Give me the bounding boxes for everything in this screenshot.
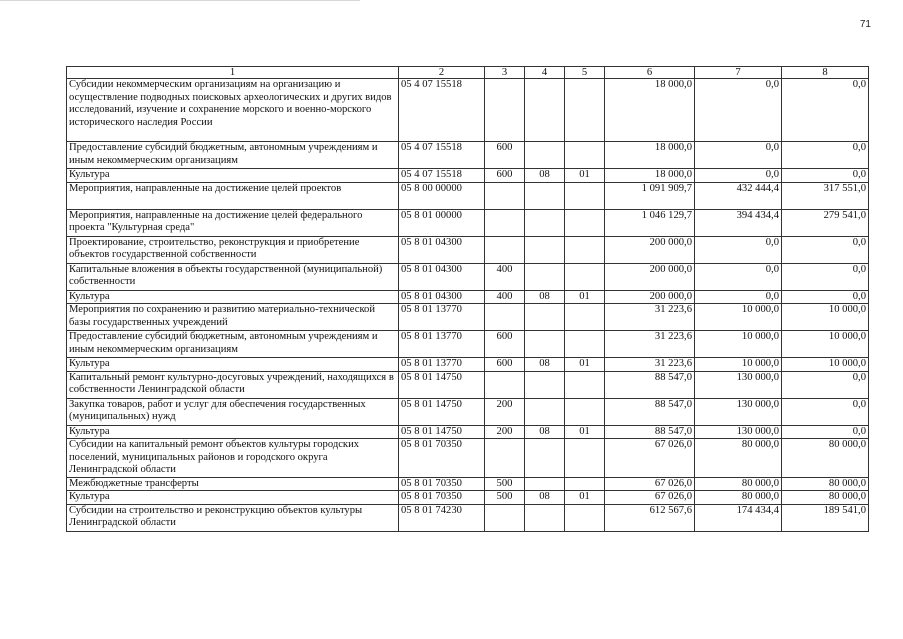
table-row	[67, 491, 869, 505]
table-row	[67, 371, 869, 398]
row-vr-cell	[485, 304, 525, 331]
table-row	[67, 142, 869, 169]
row-pr-cell	[565, 79, 605, 142]
row-value-2023-cell: 31 223,6	[605, 358, 695, 372]
row-vr-cell: 500	[485, 491, 525, 505]
row-value-2024-cell: 10 000,0	[695, 304, 782, 331]
row-pr-cell	[565, 263, 605, 290]
table-row	[67, 504, 869, 531]
row-code-cell: 05 8 01 14750	[399, 371, 485, 398]
row-rz-cell	[525, 182, 565, 209]
row-rz-cell: 08	[525, 290, 565, 304]
row-code-cell: 05 8 01 04300	[399, 263, 485, 290]
table-row	[67, 425, 869, 439]
row-pr-cell: 01	[565, 169, 605, 183]
row-name-cell: Культура	[67, 425, 399, 439]
row-rz-cell: 08	[525, 425, 565, 439]
row-code-cell: 05 8 01 13770	[399, 304, 485, 331]
row-value-2025-cell: 80 000,0	[782, 491, 869, 505]
row-value-2025-cell: 10 000,0	[782, 331, 869, 358]
row-value-2025-cell: 80 000,0	[782, 477, 869, 491]
row-code-cell: 05 8 01 70350	[399, 491, 485, 505]
row-value-2024-cell: 0,0	[695, 79, 782, 142]
table-body	[67, 79, 869, 532]
header-col-1: 1	[67, 67, 399, 79]
row-value-2025-cell: 0,0	[782, 290, 869, 304]
row-value-2025-cell: 0,0	[782, 169, 869, 183]
row-name-cell: Предоставление субсидий бюджетным, автономным учреждениям и иным некоммерческим организациям	[67, 142, 399, 169]
row-rz-cell	[525, 209, 565, 236]
row-pr-cell	[565, 504, 605, 531]
row-name-cell: Субсидии некоммерческим организациям на организацию и осуществление подводных поисковых археологических и других видов исследований, изучение и сохранение морского и военно-морского исторического наследия России	[67, 79, 399, 142]
row-value-2023-cell: 18 000,0	[605, 169, 695, 183]
header-row	[67, 67, 869, 79]
row-pr-cell	[565, 209, 605, 236]
row-name-cell: Мероприятия по сохранению и развитию материально-технической базы государственных учреждений	[67, 304, 399, 331]
row-vr-cell: 600	[485, 331, 525, 358]
row-value-2025-cell: 0,0	[782, 79, 869, 142]
row-name-cell: Проектирование, строительство, реконструкция и приобретение объектов государственной собственности	[67, 236, 399, 263]
header-col-5: 5	[565, 67, 605, 79]
row-code-cell: 05 8 01 14750	[399, 398, 485, 425]
row-rz-cell	[525, 79, 565, 142]
row-value-2025-cell: 0,0	[782, 236, 869, 263]
row-value-2025-cell: 189 541,0	[782, 504, 869, 531]
row-value-2023-cell: 18 000,0	[605, 79, 695, 142]
row-code-cell: 05 8 01 04300	[399, 290, 485, 304]
row-pr-cell	[565, 477, 605, 491]
row-value-2023-cell: 31 223,6	[605, 304, 695, 331]
row-vr-cell	[485, 236, 525, 263]
row-name-cell: Мероприятия, направленные на достижение целей проектов	[67, 182, 399, 209]
row-name-cell: Межбюджетные трансферты	[67, 477, 399, 491]
row-value-2023-cell: 31 223,6	[605, 331, 695, 358]
row-pr-cell	[565, 398, 605, 425]
table-row	[67, 263, 869, 290]
row-value-2024-cell: 80 000,0	[695, 491, 782, 505]
table-row	[67, 477, 869, 491]
row-vr-cell	[485, 209, 525, 236]
row-value-2024-cell: 130 000,0	[695, 398, 782, 425]
table-row	[67, 358, 869, 372]
row-vr-cell	[485, 182, 525, 209]
row-rz-cell	[525, 304, 565, 331]
row-rz-cell	[525, 331, 565, 358]
row-value-2025-cell: 80 000,0	[782, 439, 869, 478]
row-rz-cell	[525, 398, 565, 425]
row-vr-cell: 500	[485, 477, 525, 491]
row-rz-cell	[525, 371, 565, 398]
row-pr-cell	[565, 371, 605, 398]
header-col-6: 6	[605, 67, 695, 79]
header-col-2: 2	[399, 67, 485, 79]
row-value-2023-cell: 1 046 129,7	[605, 209, 695, 236]
row-name-cell: Культура	[67, 169, 399, 183]
row-rz-cell	[525, 236, 565, 263]
header-col-7: 7	[695, 67, 782, 79]
row-value-2023-cell: 200 000,0	[605, 290, 695, 304]
row-name-cell: Мероприятия, направленные на достижение целей федерального проекта "Культурная среда"	[67, 209, 399, 236]
row-pr-cell	[565, 142, 605, 169]
row-code-cell: 05 8 01 04300	[399, 236, 485, 263]
row-value-2023-cell: 200 000,0	[605, 263, 695, 290]
row-value-2025-cell: 0,0	[782, 371, 869, 398]
row-vr-cell	[485, 439, 525, 478]
row-value-2024-cell: 0,0	[695, 290, 782, 304]
row-vr-cell: 600	[485, 169, 525, 183]
row-value-2023-cell: 88 547,0	[605, 371, 695, 398]
row-vr-cell	[485, 371, 525, 398]
row-code-cell: 05 8 00 00000	[399, 182, 485, 209]
row-code-cell: 05 8 01 13770	[399, 358, 485, 372]
table-row	[67, 331, 869, 358]
table-row	[67, 79, 869, 142]
row-code-cell: 05 8 01 13770	[399, 331, 485, 358]
row-name-cell: Субсидии на строительство и реконструкцию объектов культуры Ленинградской области	[67, 504, 399, 531]
row-code-cell: 05 8 01 74230	[399, 504, 485, 531]
row-rz-cell	[525, 439, 565, 478]
row-value-2024-cell: 130 000,0	[695, 371, 782, 398]
row-value-2024-cell: 0,0	[695, 142, 782, 169]
row-value-2024-cell: 0,0	[695, 169, 782, 183]
row-value-2024-cell: 130 000,0	[695, 425, 782, 439]
row-rz-cell	[525, 263, 565, 290]
row-rz-cell: 08	[525, 358, 565, 372]
row-value-2024-cell: 0,0	[695, 263, 782, 290]
row-value-2025-cell: 0,0	[782, 398, 869, 425]
row-code-cell: 05 4 07 15518	[399, 79, 485, 142]
row-value-2023-cell: 67 026,0	[605, 477, 695, 491]
row-value-2024-cell: 80 000,0	[695, 439, 782, 478]
row-vr-cell: 600	[485, 142, 525, 169]
row-value-2024-cell: 394 434,4	[695, 209, 782, 236]
row-pr-cell	[565, 331, 605, 358]
row-value-2023-cell: 612 567,6	[605, 504, 695, 531]
row-name-cell: Капитальный ремонт культурно-досуговых учреждений, находящихся в собственности Ленинградской области	[67, 371, 399, 398]
row-value-2023-cell: 88 547,0	[605, 425, 695, 439]
row-pr-cell	[565, 182, 605, 209]
row-vr-cell: 400	[485, 290, 525, 304]
row-value-2025-cell: 0,0	[782, 263, 869, 290]
row-name-cell: Капитальные вложения в объекты государственной (муниципальной) собственности	[67, 263, 399, 290]
row-value-2023-cell: 18 000,0	[605, 142, 695, 169]
row-vr-cell: 400	[485, 263, 525, 290]
row-rz-cell: 08	[525, 491, 565, 505]
table-row	[67, 439, 869, 478]
row-code-cell: 05 8 01 00000	[399, 209, 485, 236]
row-value-2024-cell: 174 434,4	[695, 504, 782, 531]
row-pr-cell: 01	[565, 290, 605, 304]
row-rz-cell	[525, 477, 565, 491]
row-value-2024-cell: 10 000,0	[695, 331, 782, 358]
table-row	[67, 236, 869, 263]
header-col-8: 8	[782, 67, 869, 79]
row-pr-cell: 01	[565, 491, 605, 505]
row-vr-cell: 600	[485, 358, 525, 372]
row-value-2023-cell: 88 547,0	[605, 398, 695, 425]
row-value-2024-cell: 80 000,0	[695, 477, 782, 491]
row-code-cell: 05 8 01 14750	[399, 425, 485, 439]
top-rule	[0, 0, 360, 1]
row-name-cell: Предоставление субсидий бюджетным, автономным учреждениям и иным некоммерческим организациям	[67, 331, 399, 358]
row-value-2025-cell: 279 541,0	[782, 209, 869, 236]
row-pr-cell	[565, 439, 605, 478]
table-row	[67, 290, 869, 304]
row-value-2025-cell: 10 000,0	[782, 304, 869, 331]
row-vr-cell	[485, 79, 525, 142]
table-row	[67, 182, 869, 209]
row-name-cell: Субсидии на капитальный ремонт объектов культуры городских поселений, муниципальных районов и городского округа Ленинградской области	[67, 439, 399, 478]
budget-table	[66, 66, 869, 532]
table-row	[67, 209, 869, 236]
table-row	[67, 398, 869, 425]
row-name-cell: Культура	[67, 358, 399, 372]
header-col-3: 3	[485, 67, 525, 79]
table-row	[67, 304, 869, 331]
row-rz-cell	[525, 504, 565, 531]
row-value-2025-cell: 317 551,0	[782, 182, 869, 209]
row-code-cell: 05 4 07 15518	[399, 169, 485, 183]
row-pr-cell	[565, 236, 605, 263]
row-value-2025-cell: 0,0	[782, 142, 869, 169]
row-value-2025-cell: 0,0	[782, 425, 869, 439]
row-value-2023-cell: 67 026,0	[605, 491, 695, 505]
row-code-cell: 05 8 01 70350	[399, 439, 485, 478]
row-code-cell: 05 4 07 15518	[399, 142, 485, 169]
row-name-cell: Закупка товаров, работ и услуг для обеспечения государственных (муниципальных) нужд	[67, 398, 399, 425]
header-col-4: 4	[525, 67, 565, 79]
row-vr-cell: 200	[485, 425, 525, 439]
row-pr-cell: 01	[565, 358, 605, 372]
row-pr-cell	[565, 304, 605, 331]
row-rz-cell	[525, 142, 565, 169]
row-value-2024-cell: 432 444,4	[695, 182, 782, 209]
row-name-cell: Культура	[67, 491, 399, 505]
row-value-2023-cell: 1 091 909,7	[605, 182, 695, 209]
page-number: 71	[859, 19, 871, 30]
row-value-2023-cell: 67 026,0	[605, 439, 695, 478]
row-vr-cell	[485, 504, 525, 531]
row-value-2024-cell: 0,0	[695, 236, 782, 263]
row-value-2024-cell: 10 000,0	[695, 358, 782, 372]
row-value-2023-cell: 200 000,0	[605, 236, 695, 263]
row-name-cell: Культура	[67, 290, 399, 304]
row-code-cell: 05 8 01 70350	[399, 477, 485, 491]
table-row	[67, 169, 869, 183]
row-value-2025-cell: 10 000,0	[782, 358, 869, 372]
row-pr-cell: 01	[565, 425, 605, 439]
row-vr-cell: 200	[485, 398, 525, 425]
row-rz-cell: 08	[525, 169, 565, 183]
